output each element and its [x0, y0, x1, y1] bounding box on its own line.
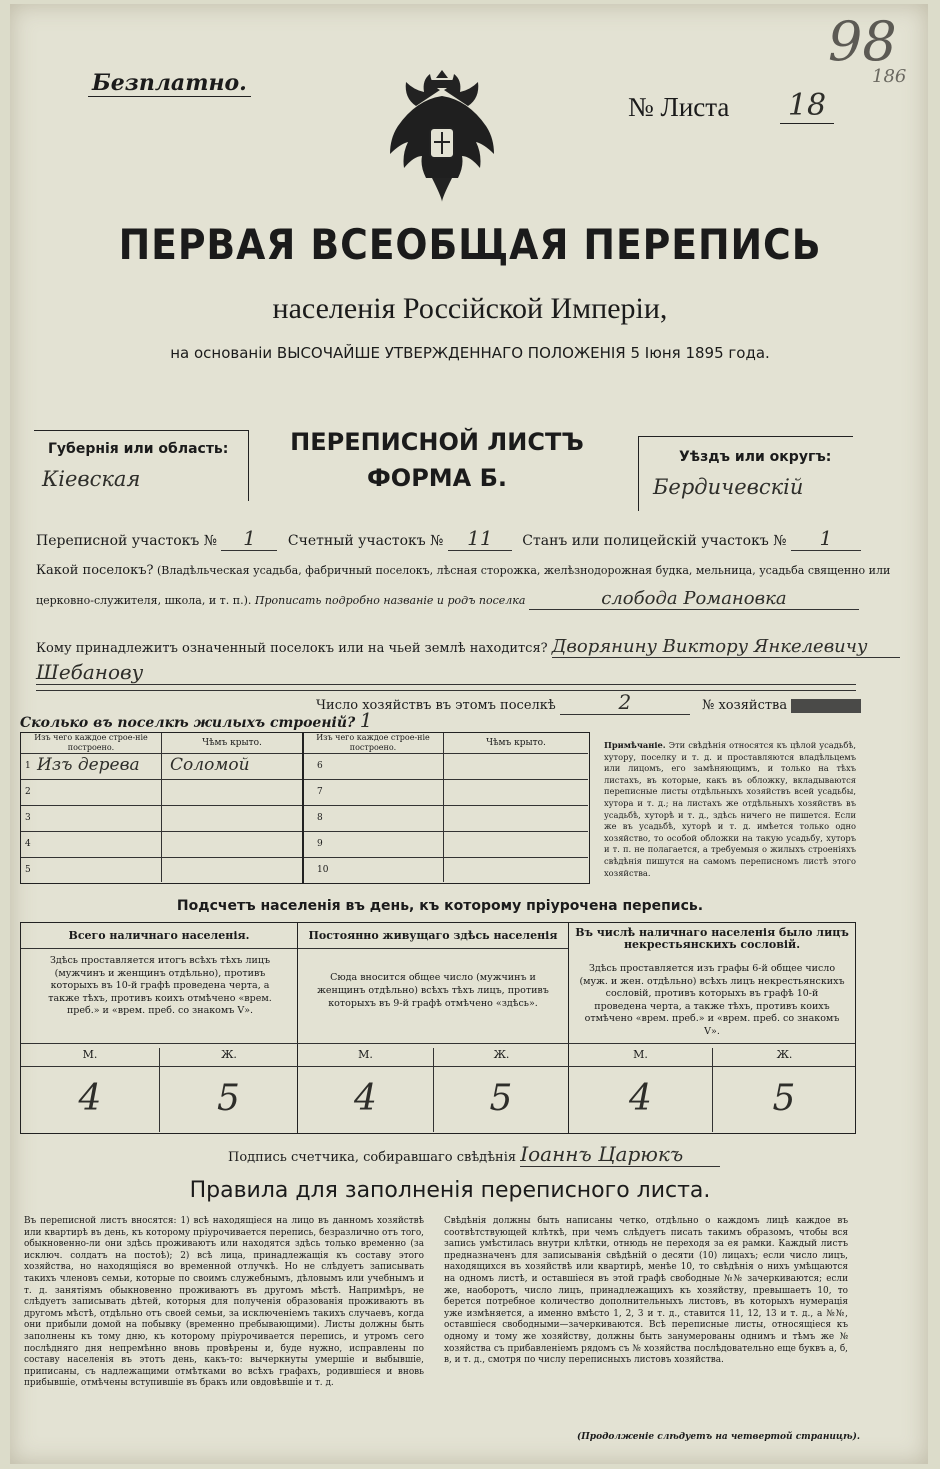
- imperial-eagle-emblem-icon: [386, 66, 498, 206]
- table-cell: [444, 754, 588, 780]
- province-value: Кіевская: [42, 467, 141, 491]
- table-row: 4: [21, 832, 162, 858]
- nonpeasant-title: Въ числѣ наличнаго населенія было лицъ некрестьянскихъ сословій.: [575, 926, 849, 951]
- district-label: Уѣздъ или округъ:: [679, 449, 832, 465]
- settlement-hint-2: церковно-служителя, школа, и т. п.).: [36, 594, 252, 607]
- present-text: Здѣсь проставляется итогъ всѣхъ тѣхъ лицъ (мужчинъ и женщинъ отдѣльно), противъ которыхъ въ 10-й графѣ проведена черта, а также тѣхъ, противъ коихъ отмѣчено «врем. преб.» и «врем. преб. со знакомъ V».: [48, 955, 272, 1016]
- resident-male-label: М.: [358, 1048, 373, 1061]
- basis-line: на основаніи ВЫСОЧАЙШЕ УТВЕРЖДЕННАГО ПОЛОЖЕНІЯ 5 Іюня 1895 года.: [170, 344, 770, 362]
- settlement-line-2: [36, 588, 916, 610]
- signature-label: Подпись счетчика, собиравшаго свѣдѣнія: [228, 1150, 517, 1165]
- settlement-label: Какой поселокъ?: [36, 563, 154, 578]
- present-female-value: 5: [159, 1066, 297, 1132]
- rules-left-text: Въ переписной листъ вносятся: 1) всѣ находящіеся на лицо въ данномъ хозяйствѣ или квартирѣ въ день, къ которому пріурочивается перепись, безразлично отъ того, обыкновенно-ли они здѣсь проживаютъ или находятся здѣсь только временно (за исключ. солдатъ на постоѣ); 2) всѣ лица, принадлежащія къ составу этого хозяйства, но находящіяся во временной отлучкѣ. Но не слѣдуетъ записывать такихъ членовъ семьи, которые по своимъ служебнымъ, дѣловымъ или учебнымъ и т. д. занятіямъ обыкновенно проживаютъ въ другомъ мѣстѣ. Напримѣръ, не слѣдуетъ записывать дѣтей, которыя для полученія образованія проживаютъ въ другомъ мѣстѣ, отдѣльно отъ своей семьи, за исключеніемъ такихъ случаевъ, когда они прибыли домой на побывку (временно пребывающими). Листы должны быть заполнены къ тому дню, къ которому пріурочивается перепись, и утромъ сего послѣдняго дня непремѣнно вновь провѣрены и, буде нужно, исправлены по составу населенія въ этотъ день, какъ-то: вычеркнуты умершіе и выбывшіе, приписаны, съ надлежащими отмѣтками во всѣхъ графахъ, родившіеся и вновь прибывшіе, отмѣчены вступившіе въ бракъ или овдовѣвшіе и т. д.: [24, 1216, 424, 1389]
- main-title: ПЕРВАЯ ВСЕОБЩАЯ ПЕРЕПИСЬ: [118, 220, 822, 269]
- province-label: Губернія или область:: [48, 441, 229, 457]
- district-box: [638, 436, 853, 511]
- present-male-label: М.: [82, 1048, 98, 1061]
- census-area-value: 1: [221, 526, 277, 551]
- table-cell: [444, 780, 588, 806]
- table-row: 9: [303, 832, 444, 858]
- free-label: Безплатно.: [88, 70, 251, 97]
- table-row: 7: [303, 780, 444, 806]
- owner-label: Кому принадлежитъ означенный поселокъ или на чьей землѣ находится?: [36, 641, 548, 656]
- population-heading: Подсчетъ населенія въ день, къ которому пріурочена перепись.: [176, 898, 704, 914]
- signature-value: Іоаннъ Царюкъ: [520, 1142, 720, 1167]
- settlement-block: [36, 562, 906, 580]
- table-cell: [162, 754, 303, 780]
- corner-note-1: 98: [828, 10, 897, 73]
- police-area-label: Станъ или полицейскій участокъ №: [522, 533, 787, 549]
- counting-area-label: Счетный участокъ №: [287, 533, 444, 549]
- right-col-roof-header: Чѣмъ крыто.: [444, 733, 588, 754]
- present-male-value: 4: [78, 1078, 102, 1119]
- left-col-material-header: Изъ чего каждое строе-ніе построено.: [21, 733, 162, 754]
- settlement-hint-1: (Владѣльческая усадьба, фабричный поселокъ, лѣсная сторожка, желѣзнодорожная будка, мельница, усадьба священно или: [156, 564, 891, 577]
- households-label: Число хозяйствъ въ этомъ поселкѣ: [316, 698, 556, 713]
- table-row: 8: [303, 806, 444, 832]
- rules-continued: (Продолженіе слѣдуетъ на четвертой страницѣ).: [577, 1432, 860, 1442]
- buildings-label: Сколько въ поселкѣ жилыхъ строеній?: [20, 715, 356, 731]
- present-female-label: Ж.: [159, 1048, 298, 1066]
- resident-title: Постоянно живущаго здѣсь населенія: [298, 929, 568, 949]
- census-area-label: Переписной участокъ №: [36, 533, 217, 549]
- table-cell: [162, 858, 303, 882]
- resident-male-value: 4: [354, 1078, 377, 1119]
- police-area-value: 1: [791, 526, 861, 551]
- note-text: Эти свѣдѣнія относятся къ цѣлой усадьбѣ, хутору, поселку и т. д. и проставляются владѣльцемъ или лицомъ, его замѣняющимъ, и только на тѣхъ листахъ, въ которые, какъ въ обложку, вкладываются переписные листы отдѣльныхъ хозяйствъ всей усадьбы, хутора и т. д.; на листахъ же отдѣльныхъ хозяйствъ въ усадьбѣ, хуторѣ и т. д., здѣсь ничего не пишется. Если же въ усадьбѣ, хуторѣ и т. д. имѣется только одно хозяйство, то особой обложки на такую усадьбу, хуторъ и т. п. не полагается, а требуемыя о жилыхъ строеніяхъ свѣдѣнія пишутся на самомъ переписномъ листѣ этого хозяйства.: [604, 740, 857, 878]
- table-cell: [444, 858, 588, 882]
- households-value: 2: [560, 690, 690, 715]
- material-value: Изъ дерева: [37, 755, 140, 775]
- table-row: 3: [21, 806, 162, 832]
- settlement-instruction: Прописать подробно названіе и родъ поселка: [254, 594, 526, 607]
- subtitle: населенія Россійской Имперіи,: [272, 292, 668, 325]
- buildings-value: 1: [360, 708, 566, 733]
- table-row: 10: [303, 858, 444, 882]
- table-row: 5: [21, 858, 162, 882]
- owner-value-1: Дворянину Виктору Янкелевичу: [552, 636, 900, 658]
- table-cell: [162, 832, 303, 858]
- corner-note-2: 186: [872, 66, 907, 87]
- rules-right-text: Свѣдѣнія должны быть написаны четко, отдѣльно о каждомъ лицѣ каждое въ соотвѣтствующей клѣткѣ, при чемъ слѣдуетъ писать такимъ образомъ, чтобы вся запись умѣстилась внутри клѣтки, отнюдь не переходя за ея рамки. Каждый листъ предназначенъ для записыванія свѣдѣній о десяти (10) лицахъ; если число лицъ, находящихся въ хозяйствѣ или квартирѣ, менѣе 10, то свѣдѣнія о нихъ умѣщаются на одномъ листѣ, и оставшіеся въ этой графѣ свободные №№ зачеркиваются; если же, наоборотъ, число лицъ, принадлежащихъ къ хозяйству, превышаетъ 10, то берется потребное количество дополнительныхъ листовъ, въ которыхъ нумерація уже измѣняется, а именно вмѣсто 1, 2, 3 и т. д., ставится 11, 12, 13 и т. д., а №№, оставшіеся свободными—зачеркиваются. Всѣ переписные листы, относящіеся къ одному и тому же хозяйству, должны быть занумерованы однимъ и тѣмъ же № хозяйства съ прибавленіемъ рядомъ съ № хозяйства послѣдовательно еще буквъ а, б, в, и т. д., смотря по числу переписныхъ листовъ хозяйства.: [444, 1216, 848, 1366]
- owner-line: [36, 636, 916, 658]
- nonpeasant-text: Здѣсь проставляется изъ графы 6-й общее число (муж. и жен. отдѣльно) всѣхъ лицъ некрестьянскихъ сословій, противъ которыхъ въ графѣ 10-й проведена черта, а также тѣхъ, противъ коихъ отмѣчено «врем. преб.» и «врем. преб. со знакомъ V».: [579, 963, 845, 1037]
- table-row: 6: [303, 754, 444, 780]
- resident-female-label: Ж.: [433, 1048, 569, 1066]
- table-cell: [444, 806, 588, 832]
- household-no-blot: [791, 699, 861, 713]
- note-block: [604, 740, 856, 879]
- right-col-material-header: Изъ чего каждое строе-ніе построено.: [303, 733, 444, 754]
- table-row: 2: [21, 780, 162, 806]
- buildings-table: [20, 732, 590, 884]
- nonpeasant-male-value: 4: [629, 1078, 652, 1119]
- owner-value-2: Шебанову: [36, 660, 856, 685]
- table-cell: [444, 832, 588, 858]
- values-row: [21, 1066, 855, 1132]
- signature-line: [228, 1142, 788, 1167]
- form-label: ФОРМА Б.: [366, 464, 507, 492]
- table-divider: [302, 733, 304, 883]
- nonpeasant-female-label: Ж.: [712, 1048, 856, 1066]
- rules-title: Правила для заполненія переписного листа.: [189, 1178, 711, 1203]
- areas-line: [36, 526, 916, 551]
- resident-female-value: 5: [433, 1066, 568, 1132]
- table-cell: [162, 780, 303, 806]
- sheet-number-value: 18: [780, 88, 834, 124]
- table-row: 1 Изъ дерева: [21, 754, 162, 780]
- province-box: [34, 430, 249, 501]
- sex-header-row: [21, 1043, 855, 1067]
- household-no-label: № хозяйства: [702, 698, 788, 713]
- district-value: Бердичевскій: [653, 475, 804, 499]
- nonpeasant-female-value: 5: [712, 1066, 855, 1132]
- counting-area-value: 11: [448, 526, 512, 551]
- present-title: Всего наличнаго населенія.: [21, 929, 297, 949]
- left-col-roof-header: Чѣмъ крыто.: [162, 733, 303, 754]
- buildings-line: [20, 708, 560, 733]
- resident-text: Сюда вносится общее число (мужчинъ и женщинъ отдѣльно) всѣхъ тѣхъ лицъ, противъ которыхъ въ 9-й графѣ отмѣчено «здѣсь».: [317, 972, 549, 1009]
- note-title: Примѣчаніе.: [604, 740, 666, 750]
- nonpeasant-male-label: М.: [633, 1048, 648, 1061]
- settlement-value: слобода Романовка: [529, 588, 859, 610]
- sheet-number-label: № Листа: [628, 92, 730, 122]
- table-cell: [162, 806, 303, 832]
- census-sheet-label: ПЕРЕПИСНОЙ ЛИСТЪ: [290, 428, 584, 456]
- roof-value: Соломой: [170, 755, 250, 775]
- population-table: [20, 922, 856, 1134]
